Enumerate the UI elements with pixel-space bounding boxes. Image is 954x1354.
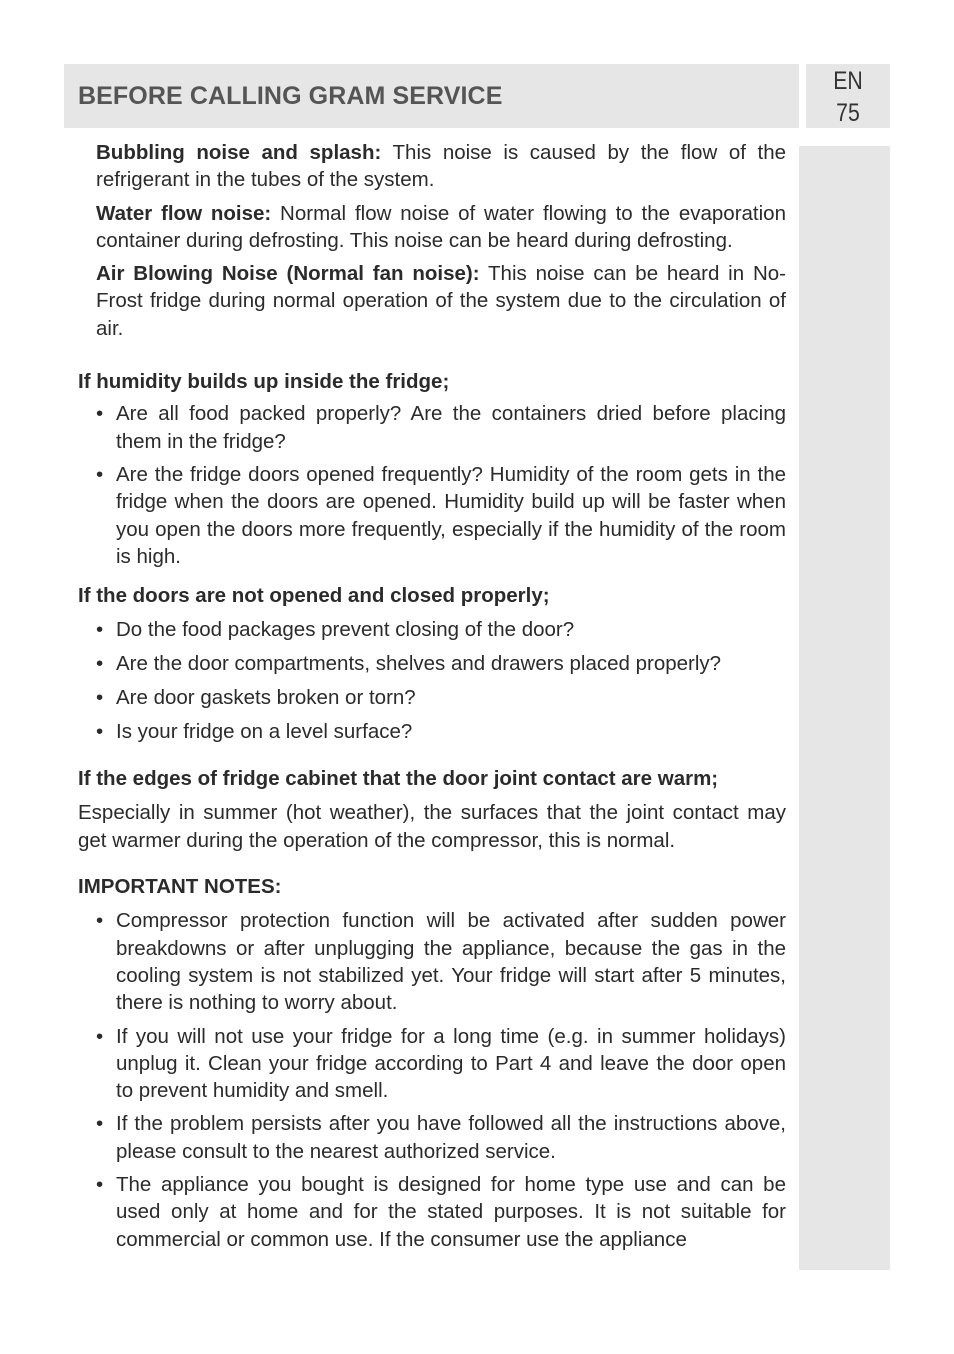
page-content (78, 139, 786, 1259)
noise-term: Bubbling noise and splash: (96, 141, 382, 164)
list-item: • Is your fridge on a level surface? (78, 718, 786, 745)
humidity-heading: If humidity builds up inside the fridge; (78, 370, 450, 394)
list-item: • Are door gaskets broken or torn? (78, 684, 786, 711)
list-item: • If you will not use your fridge for a long time (e.g. in summer holidays) unplug it. Clean your fridge according to Part 4 and leave the door open to prevent humidity and smell. (78, 1023, 786, 1105)
list-item: • Do the food packages prevent closing of the door? (78, 616, 786, 643)
list-item: • Are all food packed properly? Are the containers dried before placing them in the fridge? (78, 400, 786, 455)
list-item: • Are the door compartments, shelves and drawers placed properly? (78, 650, 786, 677)
noise-text: This noise is caused by the flow of the refrigerant in the tubes of the system. (96, 141, 787, 192)
important-notes-list (78, 907, 786, 1253)
noise-term: Air Blowing Noise (Normal fan noise): (96, 262, 480, 286)
section-header-bar (64, 64, 799, 128)
page-title: BEFORE CALLING GRAM SERVICE (78, 81, 503, 110)
doors-heading: If the doors are not opened and closed properly; (78, 584, 550, 608)
list-item: • Compressor protection function will be activated after sudden power breakdowns or after unplugging the appliance, because the gas in the cooling system is not stabilized yet. Your fridge will start after 5 minutes, there is nothing to worry about. (78, 907, 786, 1016)
language-code: EN (833, 67, 863, 95)
noise-text: Normal flow noise of water flowing to the evaporation container during defrosting. This noise can be heard during defrosting. (96, 201, 786, 252)
doors-list (78, 616, 786, 745)
list-item: • If the problem persists after you have followed all the instructions above, please consult to the nearest authorized service. (78, 1110, 786, 1165)
edges-heading: If the edges of fridge cabinet that the door joint contact are warm; (78, 767, 719, 791)
noise-paragraph-water-flow (96, 200, 786, 255)
noise-paragraph-bubbling (96, 139, 786, 194)
humidity-list (78, 400, 786, 570)
list-item: • Are the fridge doors opened frequently? Humidity of the room gets in the fridge when the doors are opened. Humidity build up will be faster when you open the doors more frequently, especially if the humidity of the room is high. (78, 461, 786, 570)
page-number: 75 (836, 99, 860, 127)
noise-term: Water flow noise: (96, 201, 272, 225)
list-item: • The appliance you bought is designed for home type use and can be used only at home and for the stated purposes. It is not suitable for commercial or common use. If the consumer use the appliance (78, 1171, 786, 1253)
page-tab (806, 64, 890, 128)
important-notes-heading: IMPORTANT NOTES: (78, 875, 282, 899)
noise-paragraph-air-blowing (96, 260, 786, 342)
edges-paragraph: Especially in summer (hot weather), the surfaces that the joint contact may get warmer during the operation of the compressor, this is normal. (78, 801, 786, 852)
side-margin-bar (799, 146, 890, 1270)
noise-text: This noise can be heard in No-Frost fridge during normal operation of the system due to the circulation of air. (96, 262, 786, 340)
